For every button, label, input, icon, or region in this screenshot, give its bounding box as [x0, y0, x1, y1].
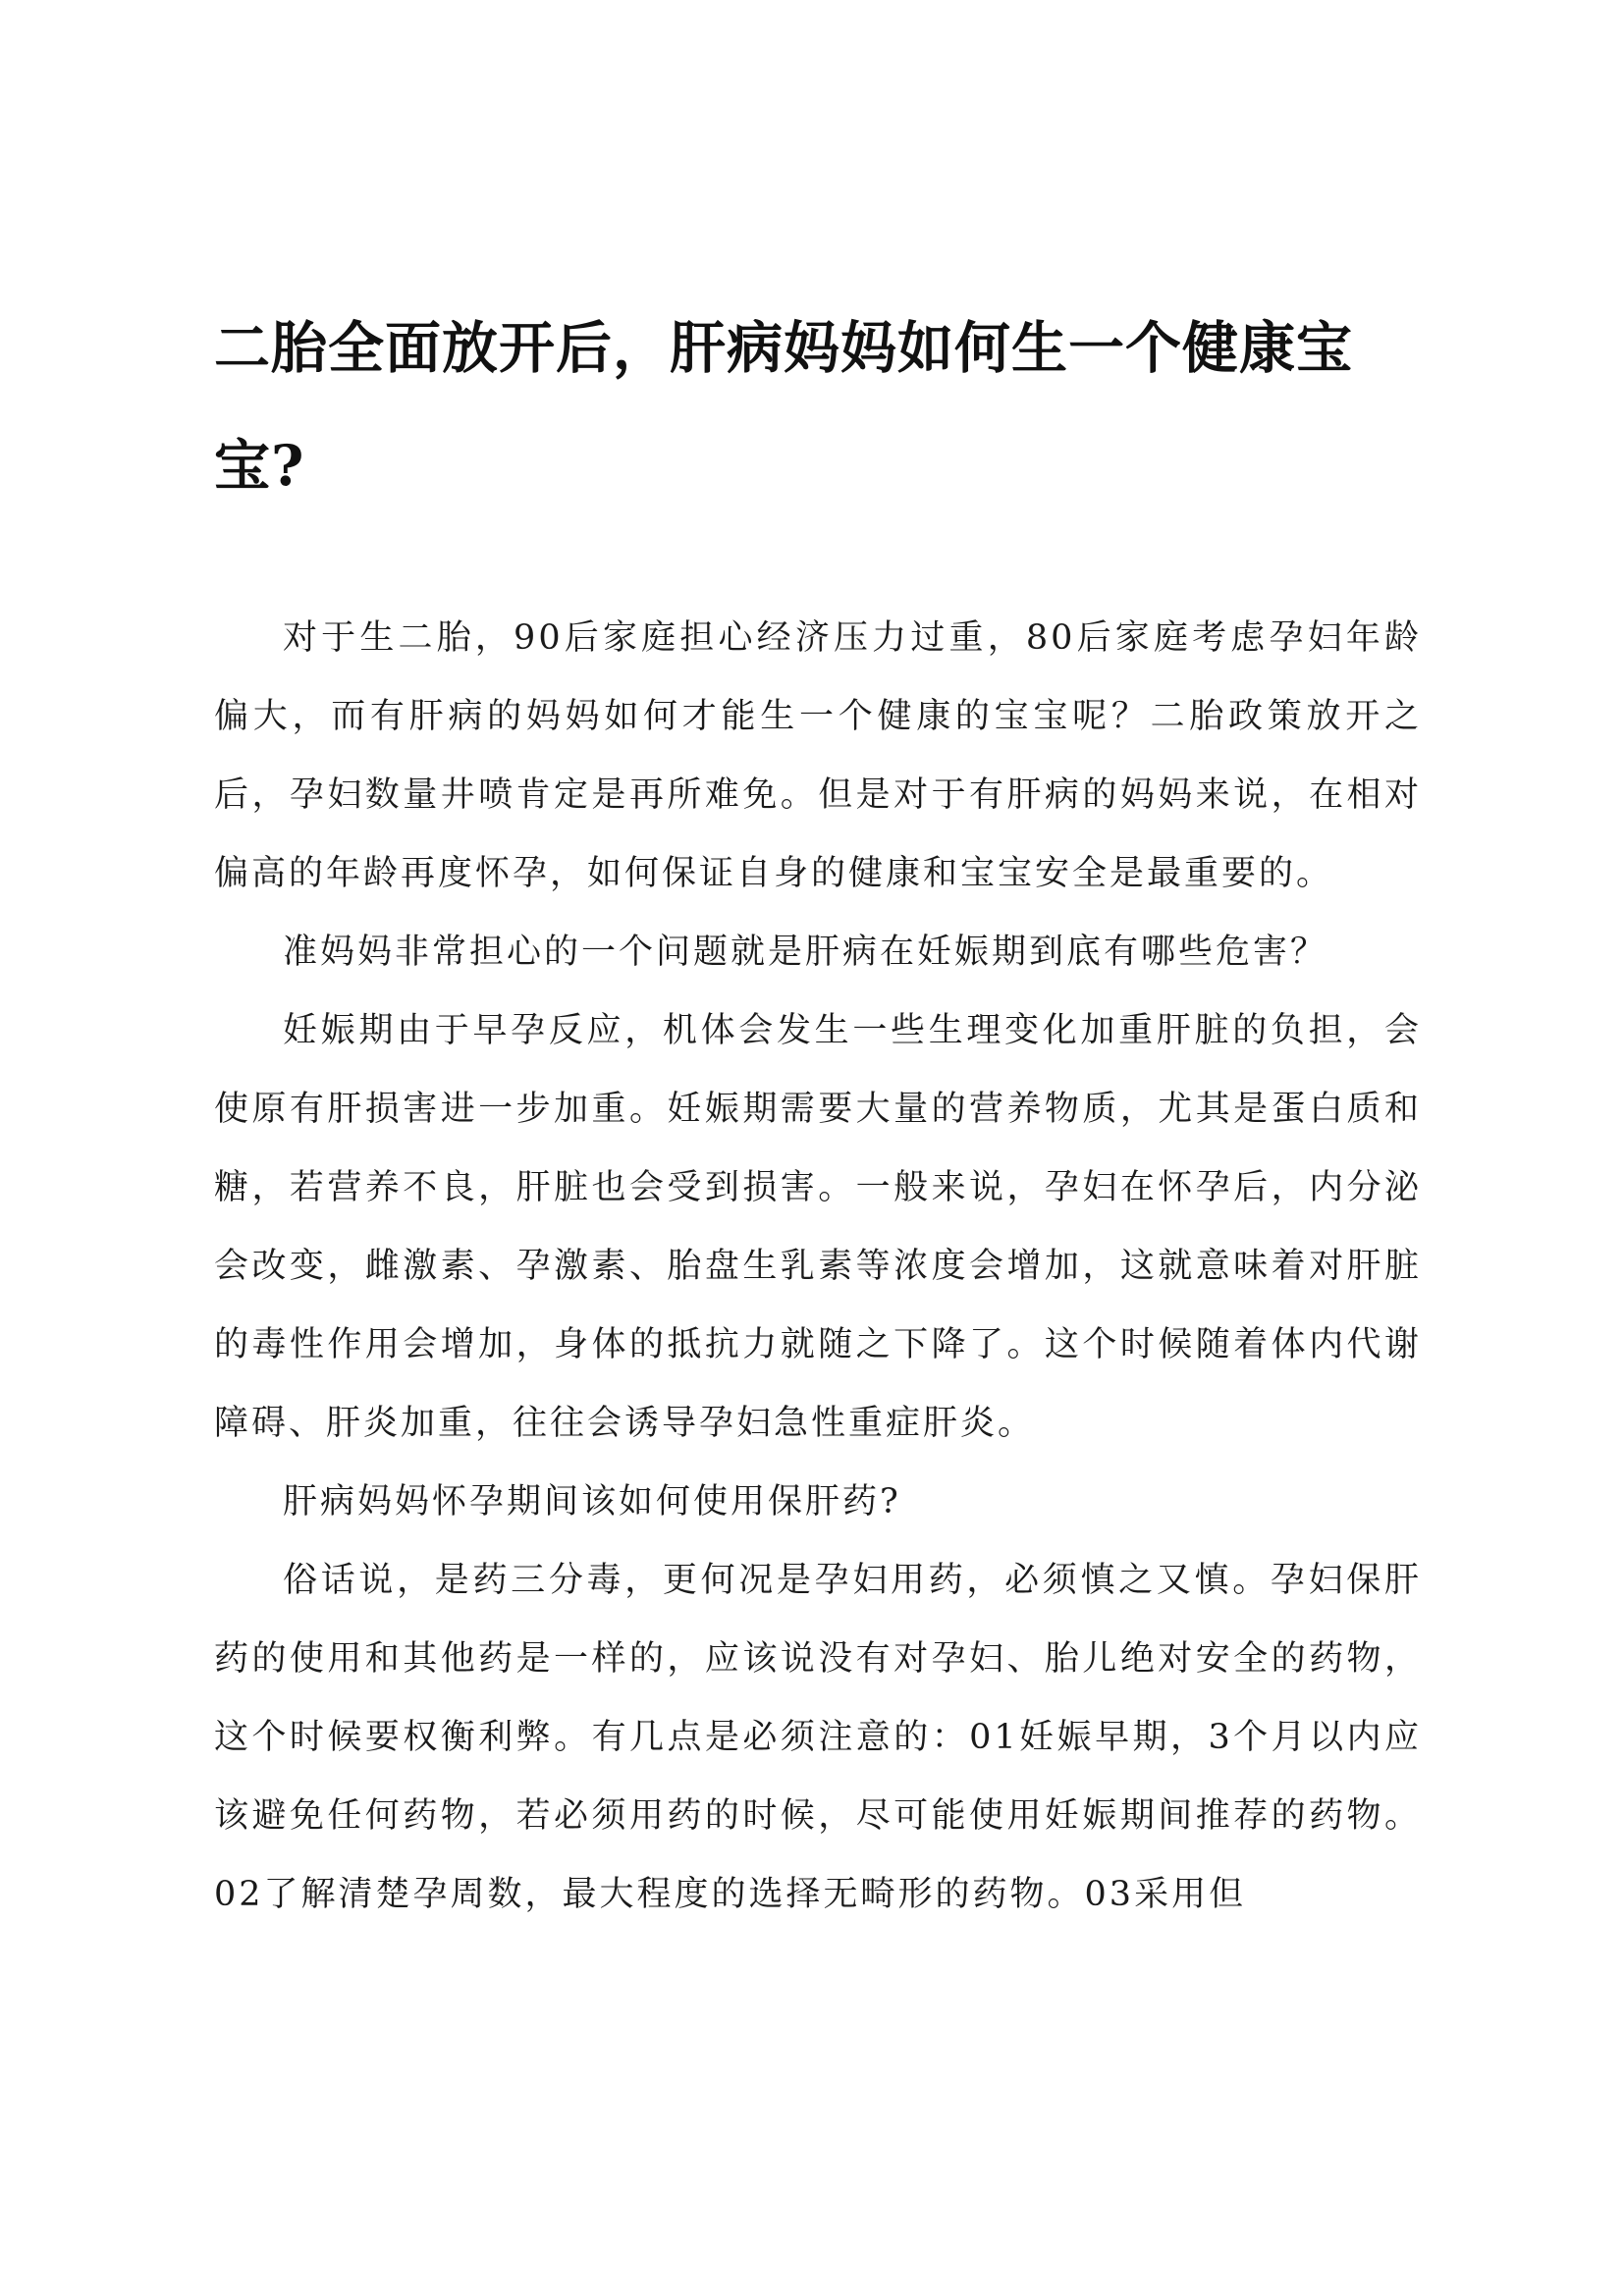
document-body	[214, 599, 1422, 1934]
paragraph: 肝病妈妈怀孕期间该如何使用保肝药?	[283, 1482, 901, 1522]
document-title: 二胎全面放开后，肝病妈妈如何生一个健康宝宝?	[214, 315, 1353, 499]
paragraph: 准妈妈非常担心的一个问题就是肝病在妊娠期到底有哪些危害？	[283, 933, 1328, 972]
paragraph: 对于生二胎，90后家庭担心经济压力过重，80后家庭考虑孕妇年龄偏大，而有肝病的妈妈如何才能生一个健康的宝宝呢？二胎政策放开之后，孕妇数量井喷肯定是再所难免。但是对于有肝病的妈妈来说，在相对偏高的年龄再度怀孕，如何保证自身的健康和宝宝安全是最重要的。	[214, 618, 1422, 893]
paragraph: 妊娠期由于早孕反应，机体会发生一些生理变化加重肝脏的负担，会使原有肝损害进一步加重。妊娠期需要大量的营养物质，尤其是蛋白质和糖，若营养不良，肝脏也会受到损害。一般来说，孕妇在怀孕后，内分泌会改变，雌激素、孕激素、胎盘生乳素等浓度会增加，这就意味着对肝脏的毒性作用会增加，身体的抵抗力就随之下降了。这个时候随着体内代谢障碍、肝炎加重，往往会诱导孕妇急性重症肝炎。	[214, 1011, 1422, 1443]
paragraph: 俗话说，是药三分毒，更何况是孕妇用药，必须慎之又慎。孕妇保肝药的使用和其他药是一样的，应该说没有对孕妇、胎儿绝对安全的药物，这个时候要权衡利弊。有几点是必须注意的：01妊娠早期，3个月以内应该避免任何药物，若必须用药的时候，尽可能使用妊娠期间推荐的药物。02了解清楚孕周数，最大程度的选择无畸形的药物。03采用但	[214, 1561, 1422, 1914]
